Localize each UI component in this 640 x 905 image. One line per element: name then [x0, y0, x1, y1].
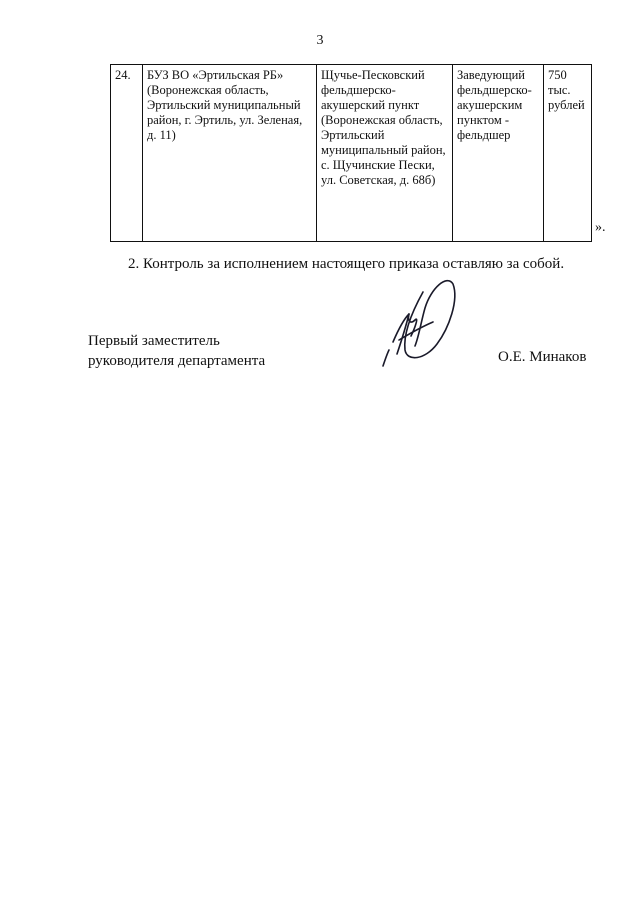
payments-table	[110, 64, 592, 242]
closing-quote: ».	[595, 220, 606, 235]
page-number: 3	[316, 33, 324, 48]
amount-cell	[544, 65, 592, 242]
institution-cell	[143, 65, 317, 242]
signer-position: Первый заместитель руководителя департамента	[88, 333, 266, 369]
table-row	[111, 65, 592, 242]
amount-text: 750 тыс. рублей	[548, 68, 585, 112]
facility-text: Щучье-Песковский фельдшерско- акушерский пункт (Воронежская область, Эртильский муниципальный район, с. Щучинские Пески, ул. Советская, д. 68б)	[321, 68, 446, 187]
position-cell	[453, 65, 544, 242]
row-number: 24.	[115, 68, 131, 82]
facility-cell	[317, 65, 453, 242]
paragraph-2: 2. Контроль за исполнением настоящего приказа оставляю за собой.	[128, 256, 565, 272]
institution-text: БУЗ ВО «Эртильская РБ» (Воронежская область, Эртильский муниципальный район, г. Эртиль, ул. Зеленая, д. 11)	[147, 68, 303, 142]
signature-image	[375, 270, 475, 370]
signer-name: О.Е. Минаков	[498, 349, 587, 365]
position-text: Заведующий фельдшерско- акушерским пунктом - фельдшер	[457, 68, 532, 142]
row-number-cell	[111, 65, 143, 242]
